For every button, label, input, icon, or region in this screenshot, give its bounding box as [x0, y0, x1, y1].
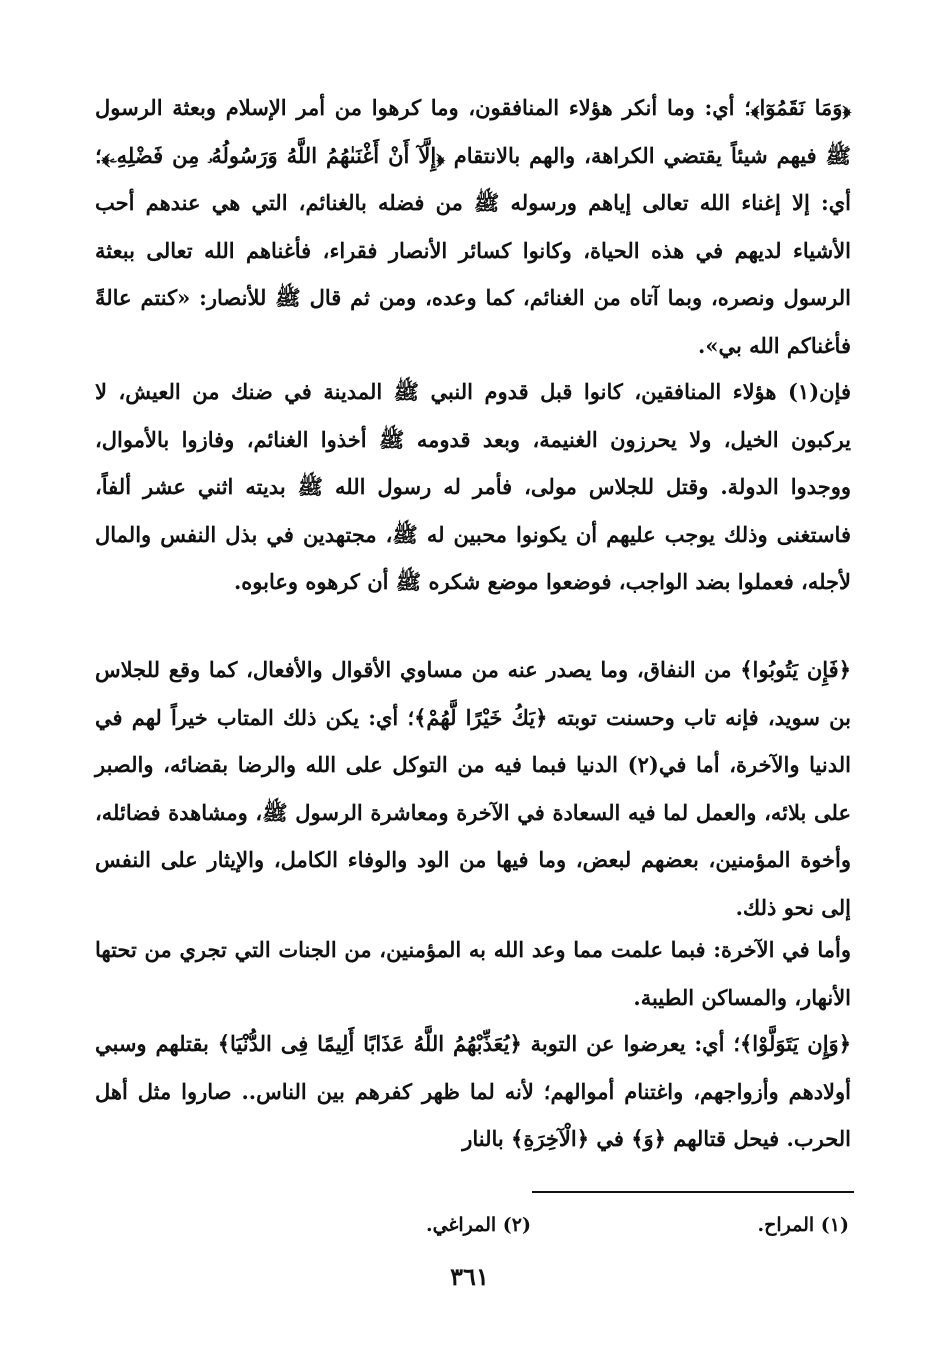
- paragraph-1: ﴿وَمَا نَقَمُوٓا﴾؛ أي: وما أنكر هؤلاء المنافقون، وما كرهوا من أمر الإسلام وبعثة الرسول ﷺ فيهم شيئاً يقتضي الكراهة، والهم بالانتقام ﴿إِلَّآ أَنْ أَغْنَىٰهُمُ اللَّهُ وَرَسُولُهُۥ مِن فَضْلِهِۦ﴾؛ أي: إلا إغناء الله تعالى إياهم ورسوله ﷺ من فضله بالغنائم، التي هي عندهم أحب الأشياء لديهم في هذه الحياة، وكانوا كسائر الأنصار فقراء، فأغناهم الله تعالى ببعثة الرسول ونصره، وبما آتاه من الغنائم، كما وعده، ومن ثم قال ﷺ للأنصار: «كنتم عالةً فأغناكم الله بي».: [95, 95, 851, 358]
- footnote-separator: [532, 1191, 854, 1193]
- footnote-1: (١) المراح.: [757, 1214, 849, 1236]
- paragraph-5: ﴿وَإِن يَتَوَلَّوْا﴾؛ أي: يعرضوا عن التوبة ﴿يُعَذِّبْهُمُ اللَّهُ عَذَابًا أَلِيمًا فِى الدُّنْيَا﴾ بقتلهم وسبي أولادهم وأزواجهم، واغتنام أموالهم؛ لأنه لما ظهر كفرهم بين الناس.. صاروا مثل أهل الحرب. فيحل قتالهم ﴿وَ﴾ في ﴿الْآخِرَةِ﴾ بالنار: [95, 1031, 851, 1152]
- paragraph-3: ﴿فَإِن يَتُوبُوا﴾ من النفاق، وما يصدر عنه من مساوي الأقوال والأفعال، كما وقع للجلاس بن سويد، فإنه تاب وحسنت توبته ﴿يَكُ خَيْرًا لَّهُمْ﴾؛ أي: يكن ذلك المتاب خيراً لهم في الدنيا والآخرة، أما في(٢) الدنيا فبما فيه من التوكل على الله والرضا بقضائه، والصبر على بلائه، والعمل لما فيه السعادة في الآخرة ومعاشرة الرسول ﷺ، ومشاهدة فضائله، وأخوة المؤمنين، بعضهم لبعض، وما فيها من الود والوفاء الكامل، والإيثار على النفس إلى نحو ذلك.: [95, 657, 851, 920]
- paragraph-4: وأما في الآخرة: فبما علمت مما وعد الله به المؤمنين، من الجنات التي تجري من تحتها الأنهار، والمساكن الطيبة.: [95, 937, 851, 1010]
- paragraph-2: فإن(١) هؤلاء المنافقين، كانوا قبل قدوم النبي ﷺ المدينة في ضنك من العيش، لا يركبون الخيل، ولا يحرزون الغنيمة، وبعد قدومه ﷺ أخذوا الغنائم، وفازوا بالأموال، ووجدوا الدولة. وقتل للجلاس مولى، فأمر له رسول الله ﷺ بديته اثني عشر ألفاً، فاستغنى وذلك يوجب عليهم أن يكونوا محبين له ﷺ، مجتهدين في بذل النفس والمال لأجله، فعملوا بضد الواجب، فوضعوا موضع شكره ﷺ أن كرهوه وعابوه.: [95, 379, 851, 595]
- page-number: ٣٦١: [450, 1262, 489, 1291]
- footnote-2: (٢) المراغي.: [425, 1214, 531, 1236]
